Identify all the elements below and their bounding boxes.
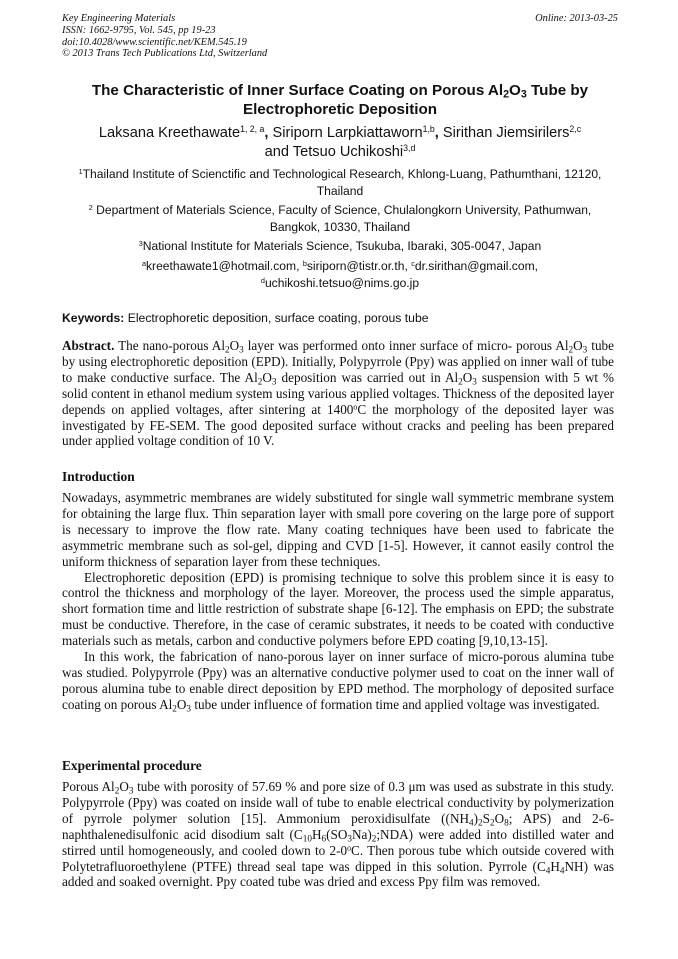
title-line-2: Electrophoretic Deposition: [242, 101, 438, 118]
journal-issn: ISSN: 1662-9795, Vol. 545, pp 19-23: [62, 24, 216, 36]
author-2: Siriporn Larpkiattaworn: [272, 125, 423, 141]
intro-paragraph-1: Nowadays, asymmetric membranes are widely substituted for single wall symmetric membrane system for obtaining the large flux. Thin separation layer with small pore covering on the large pore of support is necessary to improve the flow rate. Many coating techniques have been used to fabricate the asymmetric membrane such as sol-gel, dipping and CVD [1-5]. However, it cannot easily control the uniform thickness of separation layer from these techniques.: [62, 490, 614, 569]
email-c: dr.sirithan@gmail.com,: [414, 259, 539, 273]
author-1: Laksana Kreethawate: [98, 125, 241, 141]
author-emails: $^a$kreethawate1@hotmail.com, $^b$siriporn@tistr.or.th, $^c$dr.sirithan@gmail.com, $^d$uchikoshi.tetsuo@nims.go.jp: [141, 259, 539, 290]
author-list: Laksana Kreethawate$^{1, 2, a}$, Siriporn Larpkiattaworn$^{1,b}$, Sirithan Jiemsirilers$^{2,c}$ and Tetsuo Uchikoshi$^{3,d}$: [98, 124, 582, 160]
abstract: Abstract. The nano-porous $Al_2O_3$ layer was performed onto inner surface of micro- porous $Al_2O_3$ tube by using electrophoretic deposition (EPD). Initially, Polypyrrole (Ppy) was applied on inner wall of tube to make conductive surface. The $Al_2O_3$ deposition was carried out in $Al_2O_3$ suspension with 5 wt % solid content in ethanol medium system using various applied voltages. Thickness of the deposited layer depends on applied voltages, after sintering at 1400$^o$C the morphology of the deposited layer was investigated by FE-SEM. The good deposited surface without cracks and peeling has been prepared under applied voltage condition of 10 V.: [62, 338, 615, 449]
intro-paragraph-2: Electrophoretic deposition (EPD) is promising technique to solve this problem since it is easy to control the thickness and morphology of the layer. Moreover, the process used the simple apparatus, short formation time and little restriction of substrate shape [6-12]. The emphasis on EPD; the substrate must be conductive. Therefore, in the case of ceramic substrates, it needs to be coated with conductive materials such as metals, carbon and conductive polymers before EPD coating [9,10,13-15].: [62, 569, 614, 649]
email-d: uchikoshi.tetsuo@nims.go.jp: [264, 275, 420, 290]
journal-header: [62, 13, 618, 60]
experimental-heading: Experimental procedure: [62, 758, 202, 773]
journal-copyright: © 2013 Trans Tech Publications Ltd, Switzerland: [62, 48, 268, 60]
affiliation-3: $^3$National Institute for Materials Science, Tsukuba, Ibaraki, 305-0047, Japan: [138, 239, 542, 253]
abstract-label: Abstract.: [62, 338, 115, 353]
introduction-heading: Introduction: [62, 469, 135, 484]
keywords: [62, 311, 618, 326]
author-4: and Tetsuo Uchikoshi: [264, 144, 404, 160]
title-line-1: The Characteristic of Inner Surface Coating on Porous $Al_2O_3$ Tube by: [91, 82, 589, 101]
intro-paragraph-3: In this work, the fabrication of nano-porous layer on inner surface of micro-porous alumina tube was studied. Polypyrrole (Ppy) was an alternative conductive polymer used to coat on the inner wall of porous alumina tube to enable direct deposition by EPD method. The morphology of deposited surface coating on porous $Al_2O_3$ tube under influence of formation time and applied voltage was investigated.: [62, 649, 614, 714]
email-b: siriporn@tistr.or.th,: [306, 259, 412, 273]
introduction-body: [62, 490, 614, 713]
keywords-label: Keywords:: [62, 311, 125, 325]
experimental-body: Porous $Al_2O_3$ tube with porosity of 57.69 % and pore size of 0.3 μm was used as substrate in this study. Polypyrrole (Ppy) was coated on inside wall of tube to enable electrical conductivity by polymerization of pyrrole polymer solution [15]. Ammonium peroxidisulfate ($(NH_4)_2S_2O_8$; APS) and 2-6-naphthalenedisulfonic acid disodium salt $(C_{10}H_6(SO_3Na)_2;NDA)$ were added into distilled water and stirred until homogeneously, and cooled down to 2-0$^o$C. Then porous tube which outside covered with Polytetrafluoroethylene (PTFE) thread seal tape was dipped in this solution. Pyrrole $(C_4H_4NH)$ was added and soaked overnight. Ppy coated tube was dried and excess Ppy film was removed.: [62, 779, 615, 890]
author-3: Sirithan Jiemsirilers: [442, 125, 570, 141]
online-date: Online: 2013-03-25: [535, 13, 618, 24]
journal-name: Key Engineering Materials: [62, 13, 176, 24]
email-a: kreethawate1@hotmail.com,: [146, 259, 303, 273]
affiliation-1: $^1$Thailand Institute of Scienctific and Technological Research, Khlong-Luang, Pathumthani, 12120, Thailand: [78, 167, 602, 198]
affiliation-2: $^2$ Department of Materials Science, Faculty of Science, Chulalongkorn University, Pathumwan, Bangkok, 10330, Thailand: [88, 203, 592, 234]
journal-doi: doi:10.4028/www.scientific.net/KEM.545.19: [62, 36, 247, 48]
keywords-text: Electrophoretic deposition, surface coating, porous tube: [124, 311, 429, 325]
paper-title: [62, 81, 618, 119]
